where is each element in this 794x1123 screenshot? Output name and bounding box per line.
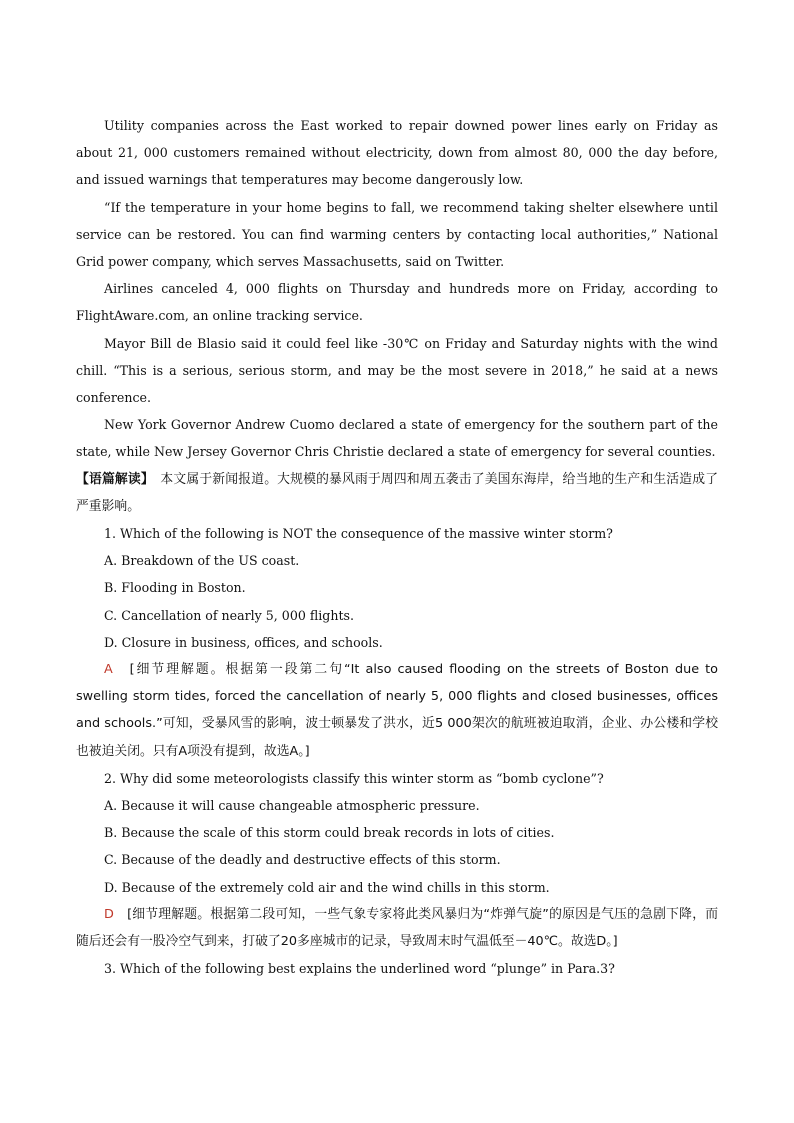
commentary [76, 466, 718, 520]
question-1-stem: 1. Which of the following is NOT the consequence of the massive winter storm? [104, 526, 613, 542]
question-1-explanation-text: [细节理解题。根据第一段第二句“It also caused flooding on the streets of Boston due to swelling storm tides, forced the cancellation of nearly 5, 000 flights and closed businesses, offices and schools.”可知，受暴风雪的影响，波士顿暴发了洪水，近5 000架次的航班被迫取消，企业、办公楼和学校也被迫关闭。只有A项没有提到，故选A。] [76, 662, 719, 759]
question-1-option-d: D. Closure in business, offices, and schools. [104, 634, 383, 650]
question-2-option-c: C. Because of the deadly and destructive effects of this storm. [104, 852, 501, 868]
answer-spacer [113, 662, 130, 677]
question-2-answer: D [104, 906, 114, 922]
question-1-option-a: A. Breakdown of the US coast. [104, 553, 300, 569]
question-1-option-b: B. Flooding in Boston. [104, 580, 246, 596]
passage-paragraph-5: New York Governor Andrew Cuomo declared a state of emergency for the southern part of the state, while New Jersey Governor Chris Christie declared a state of emergency for several counties. [76, 417, 718, 460]
passage-paragraph-4: Mayor Bill de Blasio said it could feel like -30℃ on Friday and Saturday nights with the wind chill. “This is a serious, serious storm, and may be the most severe in 2018,” he said at a news conference. [76, 335, 718, 406]
passage-paragraph-2: “If the temperature in your home begins to fall, we recommend taking shelter elsewhere until service can be restored. You can find warming centers by contacting local authorities,” National Grid power company, which serves Massachusetts, said on Twitter. [76, 199, 718, 270]
question-2-option-a: A. Because it will cause changeable atmospheric pressure. [104, 798, 480, 814]
question-2-stem: 2. Why did some meteorologists classify this winter storm as “bomb cyclone”? [104, 770, 604, 786]
document-page [76, 112, 718, 983]
commentary-label: 【语篇解读】 [76, 471, 148, 487]
question-2-option-b: B. Because the scale of this storm could break records in lots of cities. [104, 825, 555, 841]
question-3-stem: 3. Which of the following best explains the underlined word “plunge” in Para.3? [104, 961, 615, 977]
question-1-answer: A [104, 662, 113, 678]
commentary-spacer [147, 472, 160, 487]
commentary-text: 本文属于新闻报道。大规模的暴风雨于周四和周五袭击了美国东海岸，给当地的生产和生活造成了严重影响。 [76, 471, 719, 514]
question-1-explanation [76, 656, 718, 765]
question-2-explanation-text: [细节理解题。根据第二段可知，一些气象专家将此类风暴归为“炸弹气旋”的原因是气压的急剧下降，而随后还会有一股冷空气到来，打破了20多座城市的记录，导致周末时气温低至－40℃。故选D。] [76, 906, 718, 950]
question-1-option-c: C. Cancellation of nearly 5, 000 flights. [104, 607, 354, 623]
answer-spacer [114, 907, 127, 922]
question-2-option-d: D. Because of the extremely cold air and the wind chills in this storm. [104, 879, 550, 895]
passage-paragraph-3: Airlines canceled 4, 000 flights on Thursday and hundreds more on Friday, according to FlightAware.com, an online tracking service. [76, 281, 718, 324]
passage-paragraph-1: Utility companies across the East worked to repair downed power lines early on Friday as about 21, 000 customers remained without electricity, down from almost 80, 000 the day before, and issued warnings that temperatures may become dangerously low. [76, 118, 718, 188]
question-2-explanation [76, 901, 718, 955]
